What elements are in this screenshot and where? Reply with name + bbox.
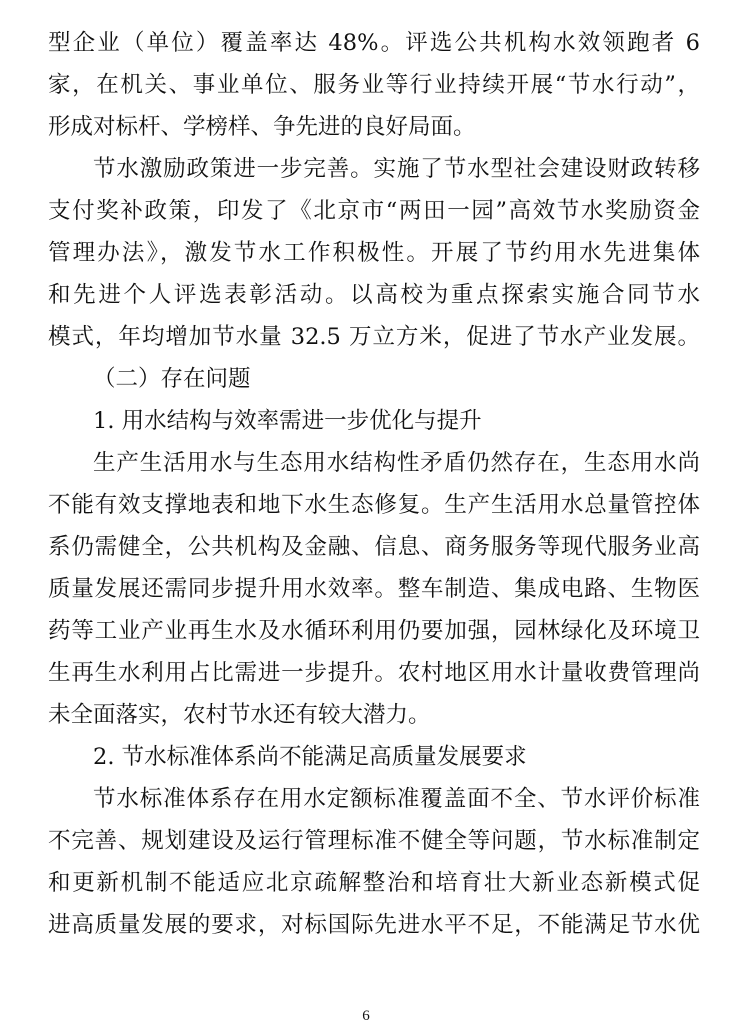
text-line: 模式，年均增加节水量 32.5 万立方米，促进了节水产业发展。 [48,324,700,350]
text-line: 系仍需健全，公共机构及金融、信息、商务服务等现代服务业高 [48,534,700,560]
text-line: 节水激励政策进一步完善。实施了节水型社会建设财政转移 [93,156,700,182]
text-line: 形成对标杆、学榜样、争先进的良好局面。 [48,114,476,140]
text-line: 药等工业产业再生水及水循环利用仍要加强，园林绿化及环境卫 [48,618,700,644]
text-line: 质量发展还需同步提升用水效率。整车制造、集成电路、生物医 [48,576,700,602]
text-line: 和更新机制不能适应北京疏解整治和培育壮大新业态新模式促 [48,870,700,896]
subsection-heading: 1. 用水结构与效率需进一步优化与提升 [93,408,482,434]
text-line: 支付奖补政策，印发了《北京市“两田一园”高效节水奖励资金 [48,198,700,224]
text-line: 型企业（单位）覆盖率达 48%。评选公共机构水效领跑者 6 [48,30,700,56]
text-line: 未全面落实，农村节水还有较大潜力。 [48,702,431,728]
subsection-heading: 2. 节水标准体系尚不能满足高质量发展要求 [93,744,527,770]
page-number: 6 [362,1008,370,1024]
text-line: 生产生活用水与生态用水结构性矛盾仍然存在，生态用水尚 [93,450,700,476]
text-line: 进高质量发展的要求，对标国际先进水平不足，不能满足节水优 [48,912,700,938]
text-line: 不完善、规划建设及运行管理标准不健全等问题，节水标准制定 [48,828,700,854]
section-heading: （二）存在问题 [93,366,251,392]
body-text [48,22,700,946]
text-line: 家，在机关、事业单位、服务业等行业持续开展“节水行动”， [48,72,700,98]
text-line: 不能有效支撑地表和地下水生态修复。生产生活用水总量管控体 [48,492,700,518]
text-line: 和先进个人评选表彰活动。以高校为重点探索实施合同节水 [48,282,700,308]
text-line: 管理办法》，激发节水工作积极性。开展了节约用水先进集体 [48,240,700,266]
text-line: 生再生水利用占比需进一步提升。农村地区用水计量收费管理尚 [48,660,700,686]
text-line: 节水标准体系存在用水定额标准覆盖面不全、节水评价标准 [93,786,700,812]
